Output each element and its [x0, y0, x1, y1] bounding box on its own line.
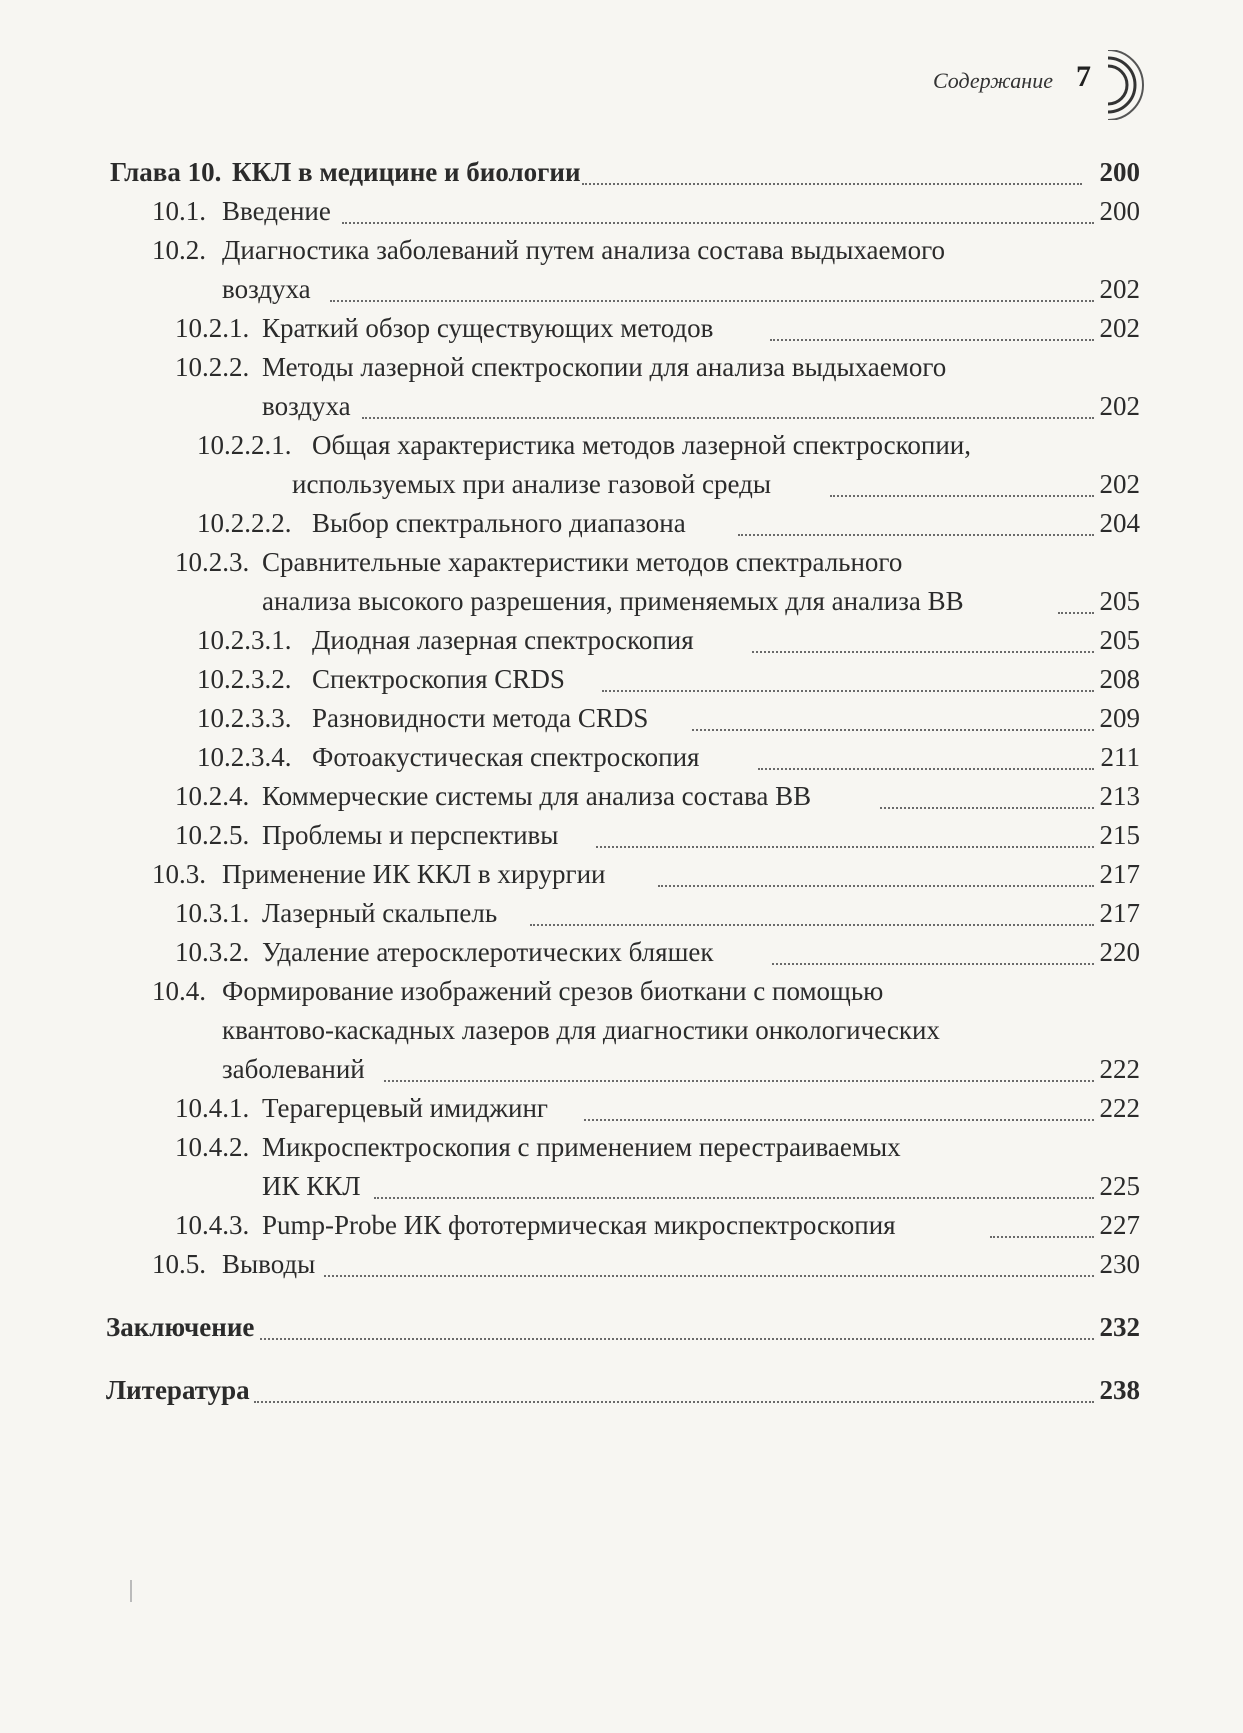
toc-entry-title: Лазерный скальпель [262, 898, 498, 928]
toc-entry-page: 232 [1099, 1312, 1140, 1342]
toc-entry-title: ККЛ в медицине и биологии [232, 157, 581, 187]
toc-entry-number: 10.2.2.1. [197, 430, 292, 460]
toc-entry-page: 225 [1099, 1171, 1140, 1201]
toc-entry-page: 202 [1099, 391, 1140, 421]
toc-entry-page: 200 [1099, 196, 1140, 226]
toc-entry-10-4-cont1[interactable] [0, 1010, 1243, 1050]
toc-entry-number: 10.3.1. [175, 898, 250, 928]
toc-dot-leader [254, 1370, 1094, 1403]
toc-entry-title: Краткий обзор существующих методов [262, 313, 714, 343]
toc-entry-number: 10.3. [152, 859, 206, 889]
toc-entry-10-4-2-cont[interactable] [0, 1166, 1243, 1206]
toc-entry-10-2-cont[interactable] [0, 269, 1243, 309]
toc-dot-leader [530, 893, 1094, 926]
toc-entry-title: Сравнительные характеристики методов спектрального [262, 547, 903, 577]
toc-entry-title: квантово-каскадных лазеров для диагностики онкологических [222, 1015, 940, 1045]
toc-entry-title: Заключение [106, 1312, 255, 1342]
toc-dot-leader [324, 1244, 1094, 1277]
toc-entry-number: 10.3.2. [175, 937, 250, 967]
toc-entry-page: 204 [1099, 508, 1140, 538]
toc-entry-number: 10.2.2.2. [197, 508, 292, 538]
toc-entry-number: 10.2.3.4. [197, 742, 292, 772]
toc-entry-page: 215 [1099, 820, 1140, 850]
toc-entry-10-2-3-1[interactable] [0, 620, 1243, 660]
toc-entry-10-2-3-4[interactable] [0, 737, 1243, 777]
toc-entry-page: 209 [1099, 703, 1140, 733]
toc-entry-10-2-3-2[interactable] [0, 659, 1243, 699]
toc-entry-title: Микроспектроскопия с применением перестраиваемых [262, 1132, 901, 1162]
toc-entry-10-4-cont2[interactable] [0, 1049, 1243, 1089]
toc-dot-leader [752, 620, 1094, 653]
toc-dot-leader [830, 464, 1094, 497]
toc-entry-title: воздуха [222, 274, 311, 304]
toc-entry-page: 211 [1100, 742, 1140, 772]
page-number: 7 [1076, 60, 1091, 93]
toc-entry-page: 220 [1099, 937, 1140, 967]
toc-entry-title: Диагностика заболеваний путем анализа состава выдыхаемого [222, 235, 945, 265]
toc-entry-page: 222 [1099, 1054, 1140, 1084]
toc-entry-number: Глава 10. [110, 157, 222, 187]
toc-dot-leader [362, 386, 1094, 419]
toc-entry-page: 217 [1099, 898, 1140, 928]
toc-entry-number: 10.4.1. [175, 1093, 250, 1123]
toc-entry-page: 230 [1099, 1249, 1140, 1279]
toc-entry-title: Общая характеристика методов лазерной спектроскопии, [312, 430, 971, 460]
toc-entry-title: заболеваний [222, 1054, 365, 1084]
toc-entry-title: Фотоакустическая спектроскопия [312, 742, 700, 772]
toc-entry-number: 10.2.2. [175, 352, 250, 382]
toc-entry-number: 10.2.5. [175, 820, 250, 850]
toc-dot-leader [770, 308, 1094, 341]
toc-entry-title: Методы лазерной спектроскопии для анализа выдыхаемого [262, 352, 947, 382]
toc-entry-10-2[interactable] [0, 230, 1243, 270]
toc-entry-title: Выводы [222, 1249, 316, 1279]
toc-entry-10-2-2-cont[interactable] [0, 386, 1243, 426]
toc-entry-page: 200 [1099, 157, 1140, 187]
toc-entry-title: Выбор спектрального диапазона [312, 508, 686, 538]
toc-entry-10-2-2-2[interactable] [0, 503, 1243, 543]
toc-dot-leader [330, 269, 1094, 302]
section-title: Содержание [932, 68, 1053, 93]
toc-entry-title: анализа высокого разрешения, применяемых для анализа ВВ [262, 586, 964, 616]
toc-entry-title: Терагерцевый имиджинг [262, 1093, 549, 1123]
toc-entry-number: 10.5. [152, 1249, 206, 1279]
toc-entry-page: 208 [1099, 664, 1140, 694]
toc-entry-10-4-2[interactable] [0, 1127, 1243, 1167]
toc-entry-10-3-1[interactable] [0, 893, 1243, 933]
toc-dot-leader [260, 1307, 1094, 1340]
toc-entry-10-2-2[interactable] [0, 347, 1243, 387]
toc-entry-page: 202 [1099, 469, 1140, 499]
toc-entry-title: воздуха [262, 391, 351, 421]
toc-dot-leader [758, 737, 1094, 770]
toc-dot-leader [384, 1049, 1094, 1082]
toc-entry-number: 10.2. [152, 235, 206, 265]
toc-entry-page: 205 [1099, 586, 1140, 616]
toc-entry-chapter-10[interactable] [0, 152, 1243, 192]
toc-entry-page: 222 [1099, 1093, 1140, 1123]
toc-entry-page: 217 [1099, 859, 1140, 889]
toc-entry-page: 238 [1099, 1375, 1140, 1405]
toc-entry-title: Литература [106, 1375, 250, 1405]
toc-entry-number: 10.4.3. [175, 1210, 250, 1240]
page-number-arcs-icon [1088, 50, 1158, 120]
toc-entry-title: Введение [222, 196, 331, 226]
toc-entry-title: используемых при анализе газовой среды [292, 469, 771, 499]
toc-entry-number: 10.2.3. [175, 547, 250, 577]
toc-dot-leader [692, 698, 1094, 731]
toc-entry-title: Pump-Probe ИК фототермическая микроспектроскопия [262, 1210, 896, 1240]
toc-entry-number: 10.2.3.1. [197, 625, 292, 655]
toc-entry-page: 213 [1099, 781, 1140, 811]
toc-entry-10-2-2-1-cont[interactable] [0, 464, 1243, 504]
toc-dot-leader [582, 152, 1082, 185]
toc-entry-10-2-3-3[interactable] [0, 698, 1243, 738]
toc-entry-10-2-4[interactable] [0, 776, 1243, 816]
toc-entry-number: 10.2.3.3. [197, 703, 292, 733]
toc-dot-leader [596, 815, 1094, 848]
toc-entry-10-2-3-cont[interactable] [0, 581, 1243, 621]
toc-dot-leader [772, 932, 1094, 965]
toc-entry-10-2-1[interactable] [0, 308, 1243, 348]
running-header [0, 50, 1243, 130]
toc-entry-conclusion[interactable] [0, 1307, 1243, 1347]
toc-entry-10-3-2[interactable] [0, 932, 1243, 972]
toc-entry-title: Формирование изображений срезов биоткани с помощью [222, 976, 884, 1006]
toc-entry-title: ИК ККЛ [262, 1171, 361, 1201]
toc-entry-10-3[interactable] [0, 854, 1243, 894]
toc-entry-number: 10.2.3.2. [197, 664, 292, 694]
toc-entry-10-4[interactable] [0, 971, 1243, 1011]
toc-entry-title: Спектроскопия CRDS [312, 664, 565, 694]
toc-entry-title: Применение ИК ККЛ в хирургии [222, 859, 606, 889]
toc-entry-number: 10.4. [152, 976, 206, 1006]
toc-entry-title: Коммерческие системы для анализа состава ВВ [262, 781, 812, 811]
toc-dot-leader [658, 854, 1094, 887]
toc-entry-10-4-1[interactable] [0, 1088, 1243, 1128]
toc-entry-page: 227 [1099, 1210, 1140, 1240]
toc-entry-number: 10.4.2. [175, 1132, 250, 1162]
toc-entry-page: 202 [1099, 274, 1140, 304]
toc-entry-10-5[interactable] [0, 1244, 1243, 1284]
toc-entry-number: 10.2.4. [175, 781, 250, 811]
toc-entry-title: Разновидности метода CRDS [312, 703, 649, 733]
toc-entry-10-2-3[interactable] [0, 542, 1243, 582]
margin-mark [130, 1580, 132, 1602]
toc-entry-number: 10.1. [152, 196, 206, 226]
toc-entry-references[interactable] [0, 1370, 1243, 1410]
toc-entry-10-1[interactable] [0, 191, 1243, 231]
toc-dot-leader [880, 776, 1094, 809]
toc-entry-page: 202 [1099, 313, 1140, 343]
toc-entry-number: 10.2.1. [175, 313, 250, 343]
toc-dot-leader [602, 659, 1094, 692]
toc-entry-10-2-2-1[interactable] [0, 425, 1243, 465]
toc-entry-title: Удаление атеросклеротических бляшек [262, 937, 714, 967]
toc-entry-10-4-3[interactable] [0, 1205, 1243, 1245]
toc-entry-page: 205 [1099, 625, 1140, 655]
toc-entry-title: Проблемы и перспективы [262, 820, 559, 850]
toc-dot-leader [374, 1166, 1094, 1199]
toc-dot-leader [342, 191, 1094, 224]
toc-entry-10-2-5[interactable] [0, 815, 1243, 855]
toc-entry-title: Диодная лазерная спектроскопия [312, 625, 694, 655]
toc-dot-leader [738, 503, 1094, 536]
toc-dot-leader [584, 1088, 1094, 1121]
